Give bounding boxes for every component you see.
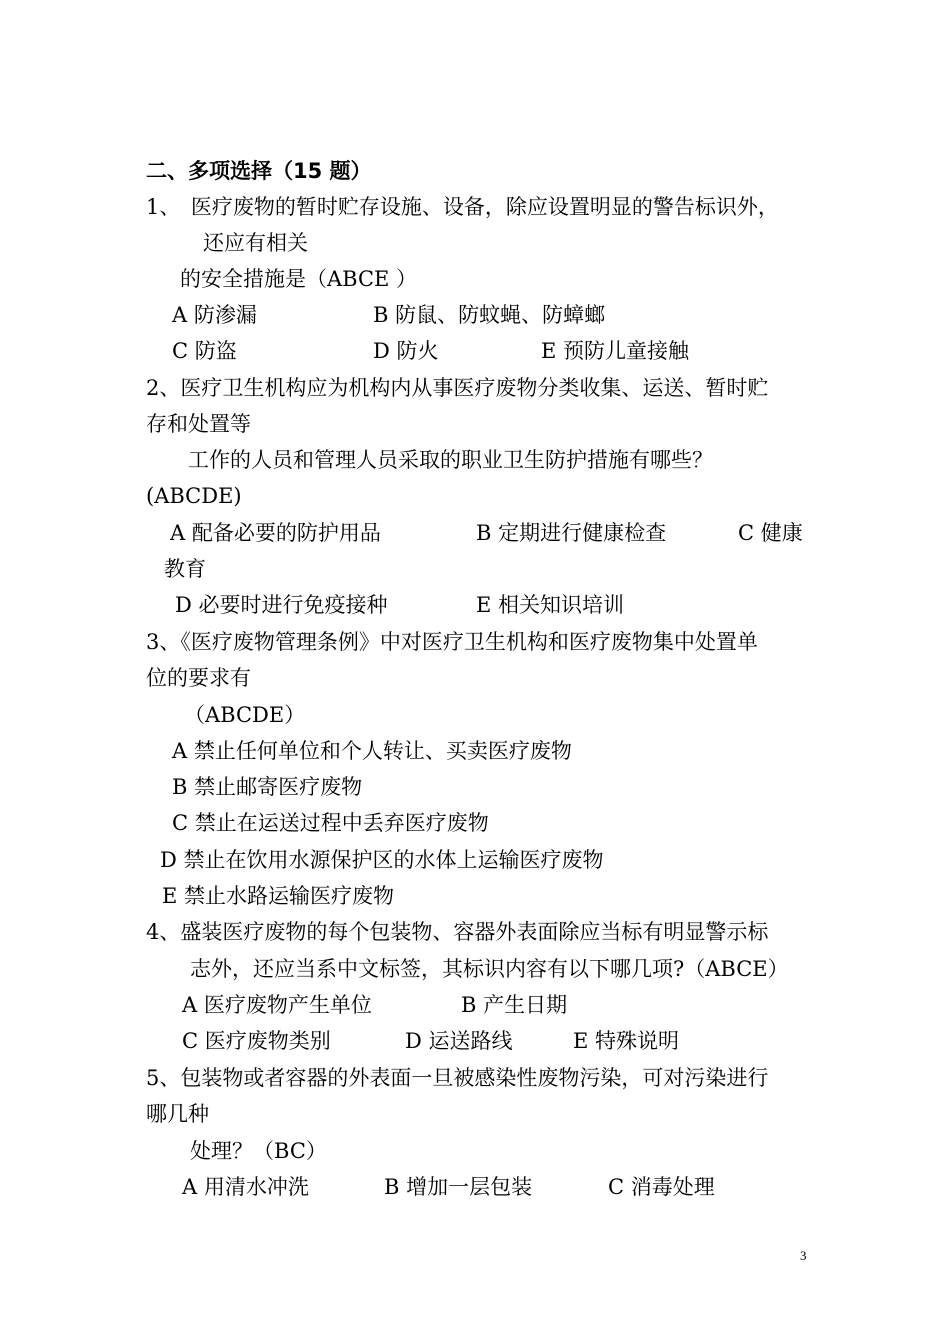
question-4-option-a: A 医疗废物产生单位	[182, 993, 372, 1017]
question-2-option-d: D 必要时进行免疫接种	[175, 593, 388, 617]
question-1-option-d: D 防火	[373, 339, 439, 363]
question-1-line-2: 还应有相关	[203, 231, 308, 255]
question-2-option-b: B 定期进行健康检查	[476, 521, 667, 545]
question-5-option-a: A 用清水冲洗	[182, 1175, 309, 1199]
question-2-line-1: 2、医疗卫生机构应为机构内从事医疗废物分类收集、运送、暂时贮	[146, 376, 769, 400]
question-3-option-a: A 禁止任何单位和个人转让、买卖医疗废物	[172, 739, 572, 763]
question-2-line-4: (ABCDE)	[146, 484, 242, 508]
question-3-option-b: B 禁止邮寄医疗废物	[172, 775, 363, 799]
question-4-line-1: 4、盛装医疗废物的每个包装物、容器外表面除应当标有明显警示标	[146, 920, 769, 944]
question-4-line-2: 志外，还应当系中文标签，其标识内容有以下哪几项?（ABCE）	[190, 957, 789, 981]
question-5-line-2: 哪几种	[146, 1102, 209, 1126]
question-1-option-e: E 预防儿童接触	[541, 339, 690, 363]
question-3-option-d: D 禁止在饮用水源保护区的水体上运输医疗废物	[160, 848, 604, 872]
question-3-line-1: 3、《医疗废物管理条例》中对医疗卫生机构和医疗废物集中处置单	[146, 630, 758, 654]
question-5-line-3: 处理？（BC）	[190, 1139, 327, 1163]
question-3-line-3: （ABCDE）	[184, 703, 306, 727]
question-2-option-c-continued: 教育	[164, 557, 206, 581]
page-number: 3	[800, 1248, 807, 1263]
question-4-option-b: B 产生日期	[461, 993, 568, 1017]
question-5-option-b: B 增加一层包装	[384, 1175, 533, 1199]
question-4-option-e: E 特殊说明	[573, 1029, 680, 1053]
question-5-option-c: C 消毒处理	[608, 1175, 715, 1199]
question-1-option-b: B 防鼠、防蚊蝇、防蟑螂	[373, 303, 606, 327]
question-1-option-a: A 防渗漏	[172, 303, 257, 327]
question-4-option-c: C 医疗废物类别	[182, 1029, 331, 1053]
question-4-option-d: D 运送路线	[405, 1029, 513, 1053]
question-2-option-c: C 健康	[738, 521, 803, 545]
question-3-line-2: 位的要求有	[146, 666, 251, 690]
question-2-line-2: 存和处置等	[146, 412, 251, 436]
question-5-line-1: 5、包装物或者容器的外表面一旦被感染性废物污染，可对污染进行	[146, 1066, 769, 1090]
question-2-option-e: E 相关知识培训	[476, 593, 625, 617]
question-1-option-c: C 防盗	[172, 339, 237, 363]
question-3-option-e: E 禁止水路运输医疗废物	[162, 884, 395, 908]
question-3-option-c: C 禁止在运送过程中丢弃医疗废物	[172, 811, 489, 835]
section-title: 二、多项选择（15 题）	[146, 159, 372, 183]
question-2-line-3: 工作的人员和管理人员采取的职业卫生防护措施有哪些？	[188, 448, 713, 472]
question-1-line-1: 1、 医疗废物的暂时贮存设施、设备，除应设置明显的警告标识外，	[146, 195, 779, 219]
question-1-line-3: 的安全措施是（ABCE ）	[180, 267, 418, 291]
question-2-option-a: A 配备必要的防护用品	[170, 521, 381, 545]
